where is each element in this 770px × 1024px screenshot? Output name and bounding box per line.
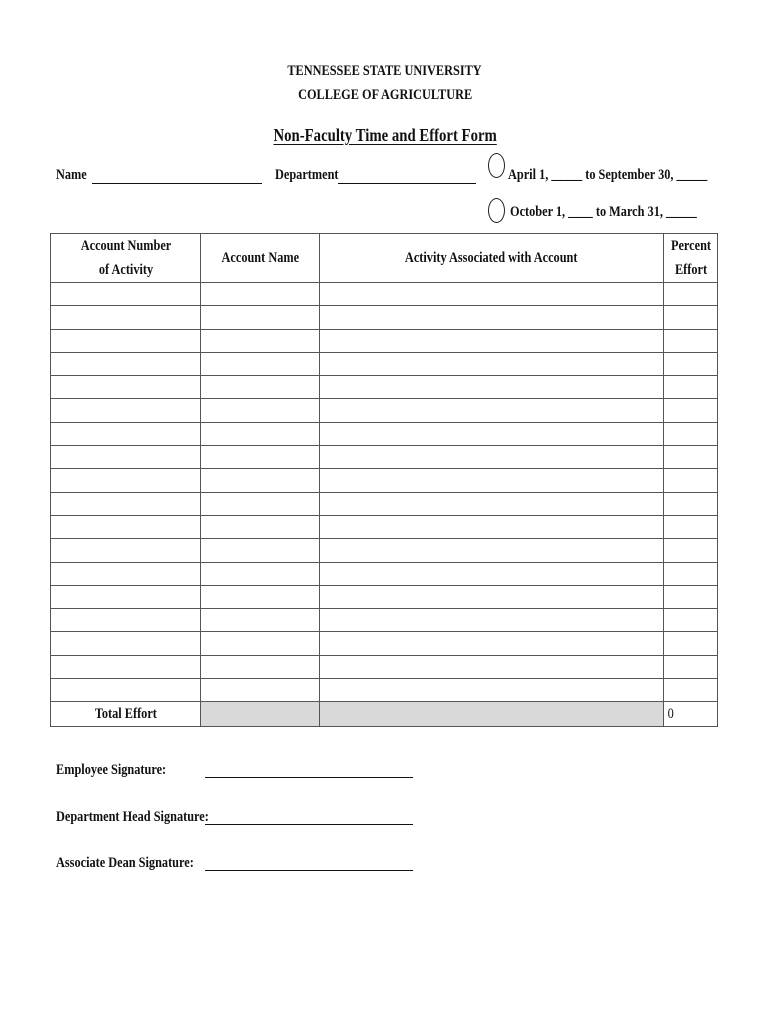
table-row bbox=[51, 515, 718, 538]
percent-effort-cell[interactable] bbox=[664, 492, 718, 515]
account-number-cell[interactable] bbox=[51, 469, 201, 492]
table-row bbox=[51, 399, 718, 422]
activity-cell[interactable] bbox=[320, 329, 664, 352]
percent-effort-cell[interactable] bbox=[664, 539, 718, 562]
account-number-cell[interactable] bbox=[51, 446, 201, 469]
account-name-cell[interactable] bbox=[201, 376, 320, 399]
account-name-cell[interactable] bbox=[201, 492, 320, 515]
table-row bbox=[51, 585, 718, 608]
table-row bbox=[51, 422, 718, 445]
activity-cell[interactable] bbox=[320, 515, 664, 538]
total-effort-value: 0 bbox=[664, 702, 718, 727]
account-number-cell[interactable] bbox=[51, 422, 201, 445]
account-name-cell[interactable] bbox=[201, 399, 320, 422]
percent-effort-cell[interactable] bbox=[664, 446, 718, 469]
account-name-cell[interactable] bbox=[201, 352, 320, 375]
table-row bbox=[51, 469, 718, 492]
account-name-cell[interactable] bbox=[201, 469, 320, 492]
activity-cell[interactable] bbox=[320, 352, 664, 375]
percent-effort-cell[interactable] bbox=[664, 679, 718, 702]
account-number-cell[interactable] bbox=[51, 492, 201, 515]
account-name-cell[interactable] bbox=[201, 422, 320, 445]
form-title: Non-Faculty Time and Effort Form bbox=[273, 125, 497, 145]
col-header-percent-effort: Percent Effort bbox=[664, 234, 718, 283]
activity-cell[interactable] bbox=[320, 469, 664, 492]
table-row bbox=[51, 539, 718, 562]
table-row bbox=[51, 376, 718, 399]
col-header-activity: Activity Associated with Account bbox=[320, 234, 664, 283]
percent-effort-cell[interactable] bbox=[664, 609, 718, 632]
total-row bbox=[51, 702, 718, 727]
percent-effort-cell[interactable] bbox=[664, 562, 718, 585]
name-label: Name bbox=[56, 167, 87, 183]
account-number-cell[interactable] bbox=[51, 399, 201, 422]
employee-signature-label: Employee Signature: bbox=[56, 762, 167, 778]
account-number-cell[interactable] bbox=[51, 283, 201, 306]
total-account-name-cell bbox=[201, 702, 320, 727]
total-label: Total Effort bbox=[51, 702, 201, 727]
table-row bbox=[51, 352, 718, 375]
account-name-cell[interactable] bbox=[201, 609, 320, 632]
table-row bbox=[51, 655, 718, 678]
activity-cell[interactable] bbox=[320, 679, 664, 702]
table-row bbox=[51, 609, 718, 632]
table-row bbox=[51, 446, 718, 469]
activity-cell[interactable] bbox=[320, 376, 664, 399]
table-row bbox=[51, 306, 718, 329]
total-activity-cell bbox=[320, 702, 664, 727]
employee-signature-field[interactable] bbox=[205, 777, 413, 778]
account-number-cell[interactable] bbox=[51, 655, 201, 678]
college-name: COLLEGE OF AGRICULTURE bbox=[297, 87, 473, 103]
account-number-cell[interactable] bbox=[51, 329, 201, 352]
department-head-signature-field[interactable] bbox=[205, 824, 413, 825]
percent-effort-cell[interactable] bbox=[664, 469, 718, 492]
percent-effort-cell[interactable] bbox=[664, 632, 718, 655]
account-name-cell[interactable] bbox=[201, 329, 320, 352]
account-number-cell[interactable] bbox=[51, 585, 201, 608]
percent-effort-cell[interactable] bbox=[664, 376, 718, 399]
percent-effort-cell[interactable] bbox=[664, 352, 718, 375]
col-header-account-number: Account Number of Activity bbox=[51, 234, 201, 283]
period-1-radio[interactable] bbox=[488, 153, 505, 178]
account-number-cell[interactable] bbox=[51, 376, 201, 399]
table-row bbox=[51, 632, 718, 655]
activity-cell[interactable] bbox=[320, 399, 664, 422]
account-name-cell[interactable] bbox=[201, 306, 320, 329]
account-name-cell[interactable] bbox=[201, 679, 320, 702]
account-number-cell[interactable] bbox=[51, 562, 201, 585]
period-2-radio[interactable] bbox=[488, 198, 505, 223]
activity-cell[interactable] bbox=[320, 562, 664, 585]
account-number-cell[interactable] bbox=[51, 352, 201, 375]
table-row bbox=[51, 679, 718, 702]
activity-cell[interactable] bbox=[320, 609, 664, 632]
period-2-label: October 1, ____ to March 31, _____ bbox=[510, 204, 697, 220]
period-1-label: April 1, _____ to September 30, _____ bbox=[508, 167, 708, 183]
activity-cell[interactable] bbox=[320, 632, 664, 655]
account-number-cell[interactable] bbox=[51, 609, 201, 632]
university-name: TENNESSEE STATE UNIVERSITY bbox=[287, 63, 483, 79]
account-name-cell[interactable] bbox=[201, 446, 320, 469]
table-row bbox=[51, 562, 718, 585]
account-name-cell[interactable] bbox=[201, 632, 320, 655]
col-header-account-name: Account Name bbox=[201, 234, 320, 283]
percent-effort-cell[interactable] bbox=[664, 283, 718, 306]
activity-cell[interactable] bbox=[320, 655, 664, 678]
name-field[interactable] bbox=[92, 183, 262, 184]
account-name-cell[interactable] bbox=[201, 585, 320, 608]
activity-cell[interactable] bbox=[320, 422, 664, 445]
department-head-signature-label: Department Head Signature: bbox=[56, 809, 209, 825]
associate-dean-signature-field[interactable] bbox=[205, 870, 413, 871]
effort-table bbox=[50, 233, 718, 727]
percent-effort-cell[interactable] bbox=[664, 329, 718, 352]
account-number-cell[interactable] bbox=[51, 539, 201, 562]
table-header-row bbox=[51, 234, 718, 283]
account-number-cell[interactable] bbox=[51, 632, 201, 655]
department-field[interactable] bbox=[338, 183, 476, 184]
account-number-cell[interactable] bbox=[51, 679, 201, 702]
percent-effort-cell[interactable] bbox=[664, 515, 718, 538]
table-row bbox=[51, 329, 718, 352]
account-name-cell[interactable] bbox=[201, 515, 320, 538]
activity-cell[interactable] bbox=[320, 446, 664, 469]
account-number-cell[interactable] bbox=[51, 306, 201, 329]
account-name-cell[interactable] bbox=[201, 539, 320, 562]
account-name-cell[interactable] bbox=[201, 655, 320, 678]
activity-cell[interactable] bbox=[320, 283, 664, 306]
activity-cell[interactable] bbox=[320, 306, 664, 329]
percent-effort-cell[interactable] bbox=[664, 306, 718, 329]
activity-cell[interactable] bbox=[320, 539, 664, 562]
percent-effort-cell[interactable] bbox=[664, 399, 718, 422]
activity-cell[interactable] bbox=[320, 492, 664, 515]
percent-effort-cell[interactable] bbox=[664, 422, 718, 445]
activity-cell[interactable] bbox=[320, 585, 664, 608]
account-name-cell[interactable] bbox=[201, 562, 320, 585]
account-name-cell[interactable] bbox=[201, 283, 320, 306]
table-row bbox=[51, 492, 718, 515]
associate-dean-signature-label: Associate Dean Signature: bbox=[56, 855, 194, 871]
percent-effort-cell[interactable] bbox=[664, 655, 718, 678]
table-row bbox=[51, 283, 718, 306]
department-label: Department bbox=[275, 167, 339, 183]
percent-effort-cell[interactable] bbox=[664, 585, 718, 608]
account-number-cell[interactable] bbox=[51, 515, 201, 538]
